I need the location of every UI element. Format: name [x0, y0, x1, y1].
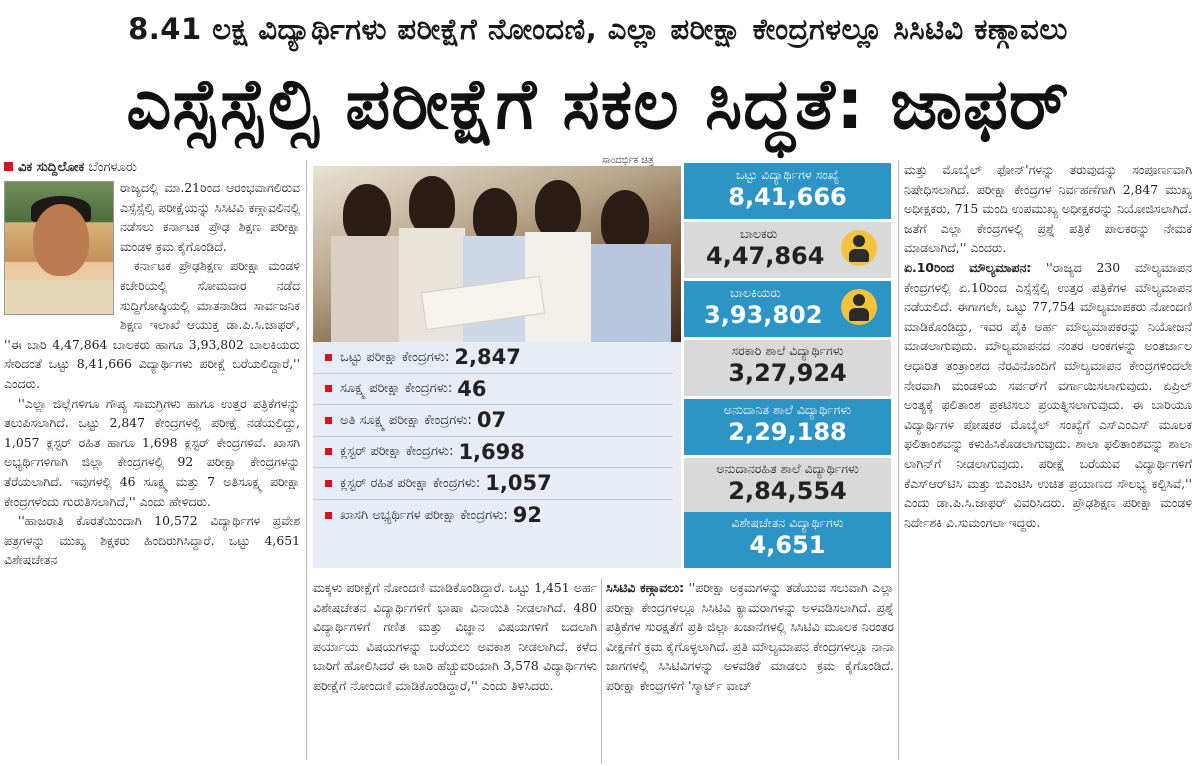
info-value: 8,41,666: [728, 183, 847, 211]
article-paragraph: ಕರ್ನಾಟಕ ಪ್ರೌಢಶಿಕ್ಷಣ ಪರೀಕ್ಷಾ ಮಂಡಳಿ ಕಚೇರಿಯಲ್ಲಿ ಸೋಮವಾರ ನಡೆದ ಸುದ್ದಿಗೋಷ್ಠಿಯಲ್ಲಿ ಮಾತನಾಡಿದ ಸಾರ್ವಜನಿಕ ಶಿಕ್ಷಣ ಇಲಾಖೆ ಆಯುಕ್ತ ಡಾ.ಪಿ.ಸಿ.ಜಾಫರ್, ''ಈ ಬಾರಿ 4,47,864 ಬಾಲಕರು ಹಾಗೂ 3,93,802 ಬಾಲಕಿಯರು ಸೇರಿದಂತೆ ಒಟ್ಟು 8,41,666 ವಿದ್ಯಾರ್ಥಿಗಳು ಪರೀಕ್ಷೆ ಬರೆಯಲಿದ್ದಾರೆ,'' ಎಂದರು.: [4, 258, 300, 391]
main-headline: ಎಸ್ಸೆಸ್ಸೆಲ್ಸಿ ಪರೀಕ್ಷೆಗೆ ಸಕಲ ಸಿದ್ಧತೆ: ಜಾಫರ್: [126, 63, 1070, 145]
article-paragraph: ''ಹಾಜರಾತಿ ಕೊರತೆಯಿಂದಾಗಿ 10,572 ವಿದ್ಯಾರ್ಥಿಗಳ ಪ್ರವೇಶ ಪತ್ರಗಳನ್ನು ಮುಖ್ಯ ಶಿಕ್ಷಕರು ಹಿಂದಿರುಗಿಸಿದ್ದಾರೆ. ಒಟ್ಟು 4,651 ವಿಶೇಷಚೇತನ: [4, 513, 300, 568]
bullet-icon: [4, 162, 13, 171]
article-paragraph: ಏ.10ರಿಂದ ಮೌಲ್ಯಮಾಪನ: ''ರಾಜ್ಯದ 230 ಮೌಲ್ಯಮಾಪನ ಕೇಂದ್ರಗಳಲ್ಲಿ ಏ.10ರಿಂದ ಎಸ್ಸೆಸ್ಸೆಲ್ಸಿ ಉತ್ತರ ಪತ್ರಿಕೆಗಳ ಮೌಲ್ಯಮಾಪನ ನಡೆಯಲಿದೆ. ಈಗಾಗಲೇ, ಒಟ್ಟು 77,754 ಮೌಲ್ಯಮಾಪಕರು ನೋಂದಣಿ ಮಾಡಿಕೊಂಡಿದ್ದು, ಇವರ ಪೈಕಿ ಅರ್ಹ ಮೌಲ್ಯಮಾಪಕರನ್ನು ನಿಯೋಜನೆ ಮಾಡಲಾಗುವುದು. ಮೌಲ್ಯಮಾಪನದ ನಂತರ ಅಂಕಗಳನ್ನು ಅಂತರ್ಜಾಲ ಆಧಾರಿತ ತಂತ್ರಾಂಶದ ನೆರವಿನೊಂದಿಗೆ ಮೌಲ್ಯಮಾಪನ ಕೇಂದ್ರಗಳಿಂದಲೇ ನೇರವಾಗಿ ಮಂಡಳಿಯ ಸರ್ವರ್‌ಗೆ ವರ್ಗಾಯಿಸಲಾಗುವುದು. ಏಪ್ರಿಲ್ ಅಂತ್ಯಕ್ಕೆ ಫಲಿತಾಂಶ ಪ್ರಕಟಿಸಲು ಪ್ರಯತ್ನಿಸಲಾಗುವುದು. ಈ ಬಾರಿಯೂ ವಿದ್ಯಾರ್ಥಿಗಳ ಪೋಷಕರ ಮೊಬೈಲ್ ಸಂಖ್ಯೆಗೆ ಎಸ್‌ಎಂಎಸ್ ಮೂಲಕ ಫಲಿತಾಂಶವನ್ನು ಕಳುಹಿಸಿಕೊಡಲಾಗುವುದು. ಶಾಲಾ ಫಲಿತಾಂಶವನ್ನು ಶಾಲಾ ಲಾಗಿನ್‌ಗೆ ನೀಡಲಾಗುವುದು. ಪರೀಕ್ಷೆ ಬರೆಯುವ ವಿದ್ಯಾರ್ಥಿಗಳಿಗೆ ಕೆಎಸ್ಆರ್‌ಟಿಸಿ ಮತ್ತು ಬಿಎಂಟಿಸಿ ಉಚಿತ ಪ್ರಯಾಣದ ಸೌಲಭ್ಯ ಕಲ್ಪಿಸಿವೆ,'' ಎಂದು ಡಾ.ಪಿ.ಸಿ.ಜಾಫರ್ ವಿವರಿಸಿದರು. ಪ್ರೌಢಶಿಕ್ಷಣ ಪರೀಕ್ಷಾ ಮಂಡಳಿ ನಿರ್ದೇಶಕಿ ವಿ.ಸುಮಂಗಲಾ ಇದ್ದರು.: [904, 259, 1192, 530]
stat-value: 92: [512, 503, 543, 528]
stat-label: ಕ್ಲಸ್ಟರ್ ರಹಿತ ಪರೀಕ್ಷಾ ಕೇಂದ್ರಗಳು:: [340, 475, 481, 491]
boy-icon: [841, 230, 877, 266]
article-paragraph: ಸಿಸಿಟಿವಿ ಕಣ್ಗಾವಲು: ''ಪರೀಕ್ಷಾ ಅಕ್ರಮಗಳನ್ನು ತಡೆಯುವ ಸಲುವಾಗಿ ಎಲ್ಲಾ ಪರೀಕ್ಷಾ ಕೇಂದ್ರಗಳಲ್ಲೂ ಸಿಸಿಟಿವಿ ಕ್ಯಾಮರಾಗಳನ್ನು ಅಳವಡಿಸಲಾಗಿದೆ. ಪ್ರಶ್ನೆ ಪತ್ರಿಕೆಗಳ ಸುರಕ್ಷತೆಗೆ ಪ್ರತಿ ಜಿಲ್ಲಾ ಖಜಾನೆಗಳಲ್ಲಿ ಸಿಸಿಟಿವಿ ಮೂಲಕ ನಿರಂತರ ವೀಕ್ಷಣೆಗೆ ಕ್ರಮ ಕೈಗೊಳ್ಳಲಾಗಿದೆ. ಪ್ರತಿ ಮೌಲ್ಯಮಾಪನ ಕೇಂದ್ರಗಳಲ್ಲೂ ನಾನಾ ಜಾಗಗಳಲ್ಲಿ ಸಿಸಿಟಿವಿಗಳನ್ನು ಅಳವಡಿಕೆ ಮಾಡಲು ಕ್ರಮ ಕೈಗೊಂಡಿದೆ. ಪರೀಕ್ಷಾ ಕೇಂದ್ರಗಳಿಗೆ 'ಸ್ಮಾರ್ಟ್ ವಾಚ್: [606, 580, 894, 693]
stat-row: [313, 405, 673, 437]
info-value: 3,27,924: [728, 359, 847, 387]
stat-value: 1,698: [458, 439, 525, 464]
byline-place: ಬೆಂಗಳೂರು: [88, 160, 137, 175]
byline-name: ವಿಕ ಸುದ್ದಿಲೋಕ: [18, 160, 85, 175]
article-column-1: [4, 160, 300, 760]
stat-value: 2,847: [454, 345, 521, 370]
stat-row: [313, 374, 673, 406]
stat-value: 46: [457, 376, 487, 401]
article-column-3: [904, 160, 1192, 762]
stat-row: [313, 468, 673, 500]
article-paragraph: ಮಕ್ಕಳು ಪರೀಕ್ಷೆಗೆ ನೋಂದಣಿ ಮಾಡಿಕೊಂಡಿದ್ದಾರೆ. ಒಟ್ಟು 1,451 ಅರ್ಹ ವಿಶೇಷಚೇತನ ವಿದ್ಯಾರ್ಥಿಗಳಿಗೆ ಭಾಷಾ ವಿನಾಯಿತಿ ನೀಡಲಾಗಿದೆ. 480 ವಿದ್ಯಾರ್ಥಿಗಳಿಗೆ ಗಣಿತ ಮತ್ತು ವಿಜ್ಞಾನ ವಿಷಯಗಳಿಗೆ ಬದಲಾಗಿ ಪರ್ಯಾಯ ವಿಷಯಗಳನ್ನು ಬರೆಯಲು ಅವಕಾಶ ನೀಡಲಾಗಿದೆ. ಕಳೆದ ಬಾರಿಗೆ ಹೋಲಿಸಿದರೆ ಈ ಬಾರಿ ಹೆಚ್ಚುವರಿಯಾಗಿ 3,578 ವಿದ್ಯಾರ್ಥಿಗಳು ಪರೀಕ್ಷೆಗೆ ನೋಂದಣಿ ಮಾಡಿಕೊಂಡಿದ್ದಾರೆ,'' ಎಂದು ತಿಳಿಸಿದರು.: [313, 580, 597, 693]
info-value: 4,651: [749, 531, 826, 559]
girl-icon: [841, 289, 877, 325]
info-aided-school: [684, 399, 891, 455]
info-disabled-students: [684, 512, 891, 568]
article-column-2b: [606, 578, 894, 764]
info-total-students: [684, 163, 891, 219]
kicker-headline: 8.41 ಲಕ್ಷ ವಿದ್ಯಾರ್ಥಿಗಳು ಪರೀಕ್ಷೆಗೆ ನೋಂದಣಿ, ಎಲ್ಲಾ ಪರೀಕ್ಷಾ ಕೇಂದ್ರಗಳಲ್ಲೂ ಸಿಸಿಟಿವಿ ಕಣ್ಗಾವಲು: [128, 12, 1068, 46]
article-paragraph: ಮತ್ತು ಮೊಬೈಲ್ ಫೋನ್'ಗಳನ್ನು ತರುವುದನ್ನು ಸಂಪೂರ್ಣವಾಗಿ ನಿಷೇಧಿಸಲಾಗಿದೆ. ಪರೀಕ್ಷಾ ಕೇಂದ್ರಗಳ ನಿರ್ವಹಣೆಗಾಗಿ 2,847 ಮುಖ್ಯ ಅಧೀಕ್ಷಕರು, 715 ಮಂದಿ ಉಪಮುಖ್ಯ ಅಧೀಕ್ಷಕರನ್ನು ನಿಯೋಜಿಸಲಾಗಿದೆ. ಜತೆಗೆ ಎಲ್ಲಾ ಕೇಂದ್ರಗಳಲ್ಲಿ ಪ್ರಶ್ನೆ ಪತ್ರಿಕೆ ಪಾಲಕರನ್ನು ನೇಮಕ ಮಾಡಲಾಗಿದೆ,'' ಎಂದರು.: [904, 162, 1192, 256]
info-label: ಒಟ್ಟು ವಿದ್ಯಾರ್ಥಿಗಳ ಸಂಖ್ಯೆ: [735, 167, 840, 182]
info-label: ವಿಶೇಷಚೇತನ ವಿದ್ಯಾರ್ಥಿಗಳು: [731, 515, 844, 530]
stat-label: ಒಟ್ಟು ಪರೀಕ್ಷಾ ಕೇಂದ್ರಗಳು:: [340, 349, 450, 365]
stat-label: ಖಾಸಗಿ ಅಭ್ಯರ್ಥಿಗಳ ಪರೀಕ್ಷಾ ಕೇಂದ್ರಗಳು:: [340, 507, 508, 523]
info-value: 4,47,864: [706, 242, 825, 270]
students-photo: [313, 166, 681, 342]
info-value: 2,84,554: [728, 477, 847, 505]
article-paragraph: ರಾಜ್ಯದಲ್ಲಿ ಮಾ.21ರಿಂದ ಆರಂಭವಾಗಲಿರುವ ಎಸ್ಸೆಸ್ಸೆಲ್ಸಿ ಪರೀಕ್ಷೆಯನ್ನು ಸಿಸಿಟಿವಿ ಕಣ್ಗಾವಲಿನಲ್ಲಿ ನಡೆಸಲು ಕರ್ನಾಟಕ ಪ್ರೌಢ ಶಿಕ್ಷಣ ಪರೀಕ್ಷಾ ಮಂಡಳಿ ಕ್ರಮ ಕೈಗೊಂಡಿದೆ.: [120, 180, 300, 254]
info-label: ಬಾಲಕಿಯರು: [730, 285, 781, 300]
info-value: 2,29,188: [728, 418, 847, 446]
photo-caption: ಸಾಂದರ್ಭಿಕ ಚಿತ್ರ: [602, 155, 654, 166]
stat-label: ಕ್ಲಸ್ಟರ್ ಪರೀಕ್ಷಾ ಕೇಂದ್ರಗಳು:: [340, 444, 454, 460]
info-value: 3,93,802: [704, 301, 823, 329]
stat-row: [313, 437, 673, 469]
info-label: ಅನುದಾನಿತ ಶಾಲೆ ವಿದ್ಯಾರ್ಥಿಗಳು: [723, 402, 852, 417]
info-label: ಅನುದಾನರಹಿತ ಶಾಲೆ ವಿದ್ಯಾರ್ಥಿಗಳು: [716, 461, 859, 476]
info-unaided-school: [684, 458, 891, 514]
article-column-2a: [313, 578, 597, 764]
article-paragraph: ''ಎಲ್ಲಾ ಜಿಲ್ಲೆಗಳಿಗೂ ಗೌಪ್ಯ ಸಾಮಗ್ರಿಗಳು ಹಾಗೂ ಉತ್ತರ ಪತ್ರಿಕೆಗಳನ್ನು ತಲುಪಿಸಲಾಗಿದೆ. ಒಟ್ಟು 2,847 ಕೇಂದ್ರಗಳಲ್ಲಿ ಪರೀಕ್ಷೆ ನಡೆಯಲಿದ್ದು, 1,057 ಕ್ಲಸ್ಟರ್ ರಹಿತ ಹಾಗೂ 1,698 ಕ್ಲಸ್ಟರ್ ಕೇಂದ್ರಗಳಿವೆ. ಖಾಸಗಿ ಅಭ್ಯರ್ಥಿಗಳಿಗಾಗಿ ಜಿಲ್ಲಾ ಕೇಂದ್ರಗಳಲ್ಲಿ 92 ಪರೀಕ್ಷಾ ಕೇಂದ್ರಗಳನ್ನು ತೆರೆಯಲಾಗಿದೆ. ಇವುಗಳಲ್ಲಿ 46 ಸೂಕ್ಷ್ಮ ಮತ್ತು 7 ಅತಿಸೂಕ್ಷ್ಮ ಪರೀಕ್ಷಾ ಕೇಂದ್ರಗಳೆಂದು ಗುರುತಿಸಲಾಗಿದೆ,'' ಎಂದು ಹೇಳಿದರು.: [4, 395, 300, 509]
stat-label: ಅತಿ ಸೂಕ್ಷ್ಮ ಪರೀಕ್ಷಾ ಕೇಂದ್ರಗಳು:: [340, 412, 472, 428]
stat-value: 1,057: [485, 471, 552, 496]
stat-label: ಸೂಕ್ಷ್ಮ ಪರೀಕ್ಷಾ ಕೇಂದ್ರಗಳು:: [340, 381, 453, 397]
subheading: ಏ.10ರಿಂದ ಮೌಲ್ಯಮಾಪನ:: [904, 259, 1032, 275]
info-girls: [684, 281, 891, 337]
info-government-school: [684, 340, 891, 396]
stat-row: [313, 500, 673, 532]
info-label: ಬಾಲಕರು: [740, 226, 778, 241]
stat-row: [313, 342, 673, 374]
info-boys: [684, 222, 891, 278]
byline: [4, 160, 300, 175]
portrait-photo: [4, 181, 114, 315]
subheading: ಸಿಸಿಟಿವಿ ಕಣ್ಗಾವಲು:: [606, 580, 685, 595]
info-label: ಸರಕಾರಿ ಶಾಲೆ ವಿದ್ಯಾರ್ಥಿಗಳು: [731, 343, 844, 358]
exam-centres-stats: [313, 342, 681, 568]
stat-value: 07: [476, 408, 507, 433]
